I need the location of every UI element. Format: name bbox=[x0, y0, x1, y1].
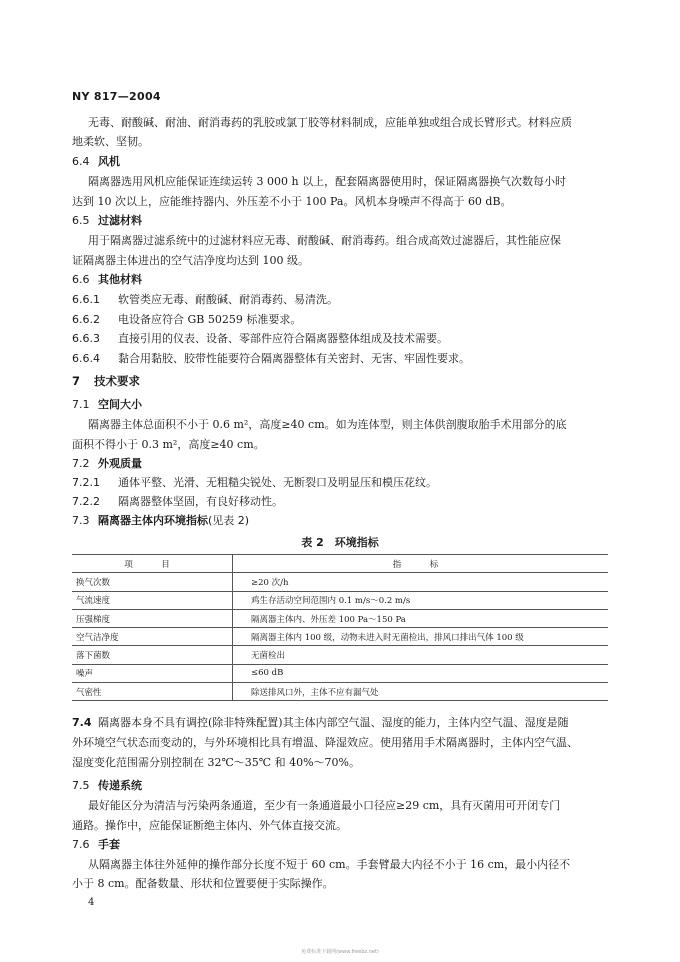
section-6-4-line-2: 达到 10 次以上，应能维持器内、外压差不小于 100 Pa。风机本身噪声不得高于 60 dB。 bbox=[72, 195, 512, 208]
environment-indicators-table bbox=[72, 554, 608, 701]
section-7-5-line-2: 通路。操作中，应能保证断绝主体内、外气体直接交流。 bbox=[72, 819, 347, 832]
clause-text: 电设备应符合 GB 50259 标准要求。 bbox=[118, 313, 302, 326]
section-7-3-heading bbox=[72, 514, 249, 528]
section-6-4-heading bbox=[72, 155, 120, 169]
intro-line-2: 地柔软、坚韧。 bbox=[72, 135, 149, 148]
section-title: 隔离器主体内环境指标 bbox=[98, 514, 208, 527]
section-7-5-heading bbox=[72, 779, 142, 793]
clause-6-6-1 bbox=[72, 293, 338, 307]
section-number: 7.4 bbox=[72, 716, 92, 729]
section-7-6-heading bbox=[72, 838, 120, 852]
section-number: 6.6 bbox=[72, 273, 90, 286]
section-title: 手套 bbox=[98, 838, 120, 851]
section-title: 风机 bbox=[98, 155, 120, 168]
section-number: 7.3 bbox=[72, 514, 90, 527]
section-7-6-line-2: 小于 8 cm。配备数量、形状和位置要便于实际操作。 bbox=[72, 877, 334, 890]
section-title: 传递系统 bbox=[98, 779, 142, 792]
section-7-4-line-2: 外环境空气状态而变动的，与外环境相比具有增温、降湿效应。使用猪用手术隔离器时，主体内空气温、 bbox=[72, 736, 578, 749]
table-caption: 表 2 环境指标 bbox=[301, 536, 379, 549]
table-row bbox=[72, 646, 608, 664]
table-cell-indicator: 隔离器主体内、外压差 100 Pa～150 Pa bbox=[233, 609, 609, 627]
watermark-text: 免费标准下载网(www.freebz.net) bbox=[301, 949, 379, 955]
section-number: 7.1 bbox=[72, 398, 90, 411]
section-title: 外观质量 bbox=[98, 457, 142, 470]
table-row bbox=[72, 683, 608, 701]
section-number: 6.4 bbox=[72, 155, 90, 168]
table-cell-indicator: 隔离器主体内 100 级，动物未进入时无菌检出，排风口排出气体 100 级 bbox=[233, 628, 609, 646]
chapter-title: 技术要求 bbox=[94, 374, 140, 388]
table-cell-item: 气密性 bbox=[72, 683, 233, 701]
clause-6-6-4 bbox=[72, 352, 470, 366]
intro-line-1: 无毒、耐酸碱、耐油、耐消毒药的乳胶或氯丁胶等材料制成，应能单独或组合成长臂形式。材料应质 bbox=[88, 116, 572, 129]
clause-number: 7.2.1 bbox=[72, 476, 100, 489]
page-number: 4 bbox=[88, 897, 95, 908]
section-note: (见表 2) bbox=[208, 514, 250, 527]
table-cell-item: 换气次数 bbox=[72, 573, 233, 591]
standard-number: NY 817—2004 bbox=[72, 90, 161, 103]
section-6-5-line-1: 用于隔离器过滤系统中的过滤材料应无毒、耐酸碱、耐消毒药。组合成高效过滤器后，其性能应保 bbox=[88, 234, 561, 247]
section-7-6-line-1: 从隔离器主体往外延伸的操作部分长度不短于 60 cm。手套臂最大内径不小于 16 cm，最小内径不 bbox=[88, 858, 571, 871]
clause-7-2-2 bbox=[72, 495, 283, 509]
section-7-1-line-1: 隔离器主体总面积不小于 0.6 m²，高度≥40 cm。如为连体型，则主体供剖腹取胎手术用部分的底 bbox=[88, 418, 567, 431]
section-7-5-line-1: 最好能区分为清洁与污染两条通道，至少有一条通道最小口径应≥29 cm，具有灭菌用可开闭专门 bbox=[88, 799, 561, 812]
table-cell-item: 空气洁净度 bbox=[72, 628, 233, 646]
clause-text: 软管类应无毒、耐酸碱、耐消毒药、易清洗。 bbox=[118, 293, 338, 306]
clause-6-6-2 bbox=[72, 313, 301, 327]
clause-number: 6.6.1 bbox=[72, 293, 100, 306]
section-number: 7.5 bbox=[72, 779, 90, 792]
table-cell-item: 噪声 bbox=[72, 664, 233, 682]
section-title: 空间大小 bbox=[98, 398, 142, 411]
table-cell-item: 气流速度 bbox=[72, 591, 233, 609]
table-header-row bbox=[72, 555, 608, 573]
section-number: 6.5 bbox=[72, 214, 90, 227]
section-title: 过滤材料 bbox=[98, 214, 142, 227]
clause-number: 6.6.2 bbox=[72, 313, 100, 326]
table-row bbox=[72, 573, 608, 591]
section-number: 7.2 bbox=[72, 457, 90, 470]
table-cell-indicator: ≥20 次/h bbox=[233, 573, 609, 591]
table-cell-indicator: ≤60 dB bbox=[233, 664, 609, 682]
clause-7-2-1 bbox=[72, 476, 437, 490]
table-cell-indicator: 鸡生存活动空间范围内 0.1 m/s～0.2 m/s bbox=[233, 591, 609, 609]
table-row bbox=[72, 628, 608, 646]
section-number: 7.6 bbox=[72, 838, 90, 851]
table-cell-item: 落下菌数 bbox=[72, 646, 233, 664]
clause-text: 隔离器整体坚固，有良好移动性。 bbox=[118, 495, 283, 508]
section-6-5-line-2: 证隔离器主体进出的空气洁净度均达到 100 级。 bbox=[72, 254, 309, 267]
section-7-1-line-2: 面积不得小于 0.3 m²，高度≥40 cm。 bbox=[72, 438, 265, 451]
column-header-indicator: 指 标 bbox=[233, 555, 609, 573]
table-row bbox=[72, 609, 608, 627]
section-text: 隔离器本身不具有调控(除非特殊配置)其主体内部空气温、湿度的能力，主体内空气温、湿度是随 bbox=[98, 716, 569, 729]
chapter-number: 7 bbox=[72, 374, 81, 388]
column-header-item: 项 目 bbox=[72, 555, 233, 573]
clause-number: 7.2.2 bbox=[72, 495, 100, 508]
table-cell-item: 压强梯度 bbox=[72, 609, 233, 627]
section-7-1-heading bbox=[72, 398, 142, 412]
table-row bbox=[72, 591, 608, 609]
section-6-4-line-1: 隔离器选用风机应能保证连续运转 3 000 h 以上，配套隔离器使用时，保证隔离器换气次数每小时 bbox=[88, 175, 567, 188]
section-6-6-heading bbox=[72, 273, 142, 287]
section-7-2-heading bbox=[72, 457, 142, 471]
chapter-7-heading bbox=[72, 374, 140, 388]
section-title: 其他材料 bbox=[98, 273, 142, 286]
clause-text: 直接引用的仪表、设备、零部件应符合隔离器整体组成及技术需要。 bbox=[118, 332, 448, 345]
section-7-4-line-1 bbox=[72, 716, 569, 730]
table-cell-indicator: 除送排风口外，主体不应有漏气处 bbox=[233, 683, 609, 701]
section-7-4-line-3: 湿度变化范围需分别控制在 32℃～35℃ 和 40%～70%。 bbox=[72, 756, 360, 769]
table-cell-indicator: 无菌检出 bbox=[233, 646, 609, 664]
clause-text: 通体平整、光滑、无粗糙尖锐处、无断裂口及明显压和模压花纹。 bbox=[118, 476, 437, 489]
clause-number: 6.6.4 bbox=[72, 352, 100, 365]
clause-number: 6.6.3 bbox=[72, 332, 100, 345]
clause-text: 黏合用黏胶、胶带性能要符合隔离器整体有关密封、无害、牢固性要求。 bbox=[118, 352, 470, 365]
clause-6-6-3 bbox=[72, 332, 448, 346]
section-6-5-heading bbox=[72, 214, 142, 228]
table-row bbox=[72, 664, 608, 682]
